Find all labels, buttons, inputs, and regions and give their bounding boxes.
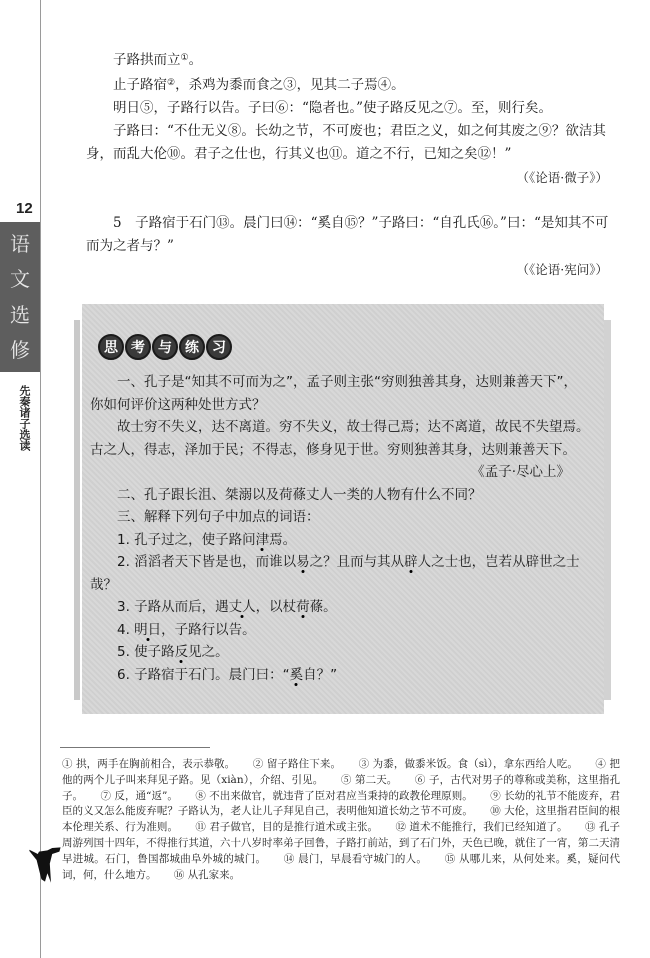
footnote: ⑥ 子，古代对男子的尊称或美称，这里指孔子。 <box>62 773 621 802</box>
footnote: ③ 为黍，做黍米饭。食（sì），拿东西给人吃。 <box>358 758 578 770</box>
box-shadow-right <box>604 320 611 700</box>
footnote: ⑦ 反，通“返”。 <box>100 789 178 802</box>
exercise-item: 1. 孔子过之，使子路问津焉。 <box>117 531 297 548</box>
series-char: 修 <box>10 338 30 363</box>
badge-char: 思 <box>98 334 124 360</box>
series-char: 语 <box>10 231 30 256</box>
footnote: ⑩ 大伦，这里指君臣间的根本伦理关系、行为准则。 <box>62 805 620 834</box>
passage-line: 止子路宿②，杀鸡为黍而食之③，见其二子焉④。 <box>113 77 405 93</box>
badge-char: 练 <box>179 334 205 360</box>
passage-line: 子路拱而立①。 <box>113 52 203 68</box>
footnote: ④ 把他的两个儿子叫来拜见子路。见（xiàn），介绍、引见。 <box>62 758 620 786</box>
footnote-rule <box>60 747 210 748</box>
footnotes <box>62 757 620 883</box>
footnote: ⑧ 不出来做官，就违背了臣对君应当秉持的政教伦理原则。 <box>195 789 473 802</box>
question-2: 二、孔子跟长沮、桀溺以及荷蓧丈人一类的人物有什么不同？ <box>117 486 482 503</box>
footnote: ⑮ 从哪儿来，从何处来。奚，疑问代词，何，什么地方。 <box>62 852 621 881</box>
exercise-title-badge <box>98 334 232 360</box>
exercise-item: 6. 子路宿于石门。晨门曰：“奚自？” <box>117 666 338 683</box>
unit-title: 先秦诸子选读 <box>18 385 31 451</box>
footnote: ⑨ 长幼的礼节不能废弃，君臣的义又怎么能废弃呢？子路认为，老人让儿子拜见自己，表明他知道长幼之节不可废。 <box>62 789 621 818</box>
passage-line: 明日⑤，子路行以告。子曰⑥：“隐者也。”使子路反见之⑦。至，则行矣。 <box>113 100 553 116</box>
footnote: ⑪ 君子做官，目的是推行道术或主张。 <box>195 821 379 834</box>
exercise-body <box>90 371 590 686</box>
badge-char: 与 <box>152 334 178 360</box>
footnote: ⑫ 道术不能推行，我们已经知道了。 <box>395 821 568 834</box>
footnote: ② 留子路住下来。 <box>252 758 342 770</box>
exercise-item: 3. 子路从而后，遇丈人，以杖荷蓧。 <box>117 599 337 615</box>
exercise-item: 5. 使子路反见之。 <box>117 644 229 660</box>
passage-line: 子路曰：“不仕无义⑧。长幼之节，不可废也；君臣之义，如之何其废之⑨？欲洁其身，而乱大伦⑩。君子之仕也，行其义也⑪。道之不行，已知之矣⑫！” <box>86 123 606 162</box>
series-char: 文 <box>10 267 30 292</box>
exercise-item: 4. 明日，子路行以告。 <box>117 621 256 638</box>
question-3: 三、解释下列句子中加点的词语： <box>117 509 320 525</box>
footnote: ⑬ 孔子周游列国十四年，不得推行其道，六十八岁时率弟子回鲁，子路打前站，到了石门外，天色已晚，就住了一宵，第二天清早进城。石门，鲁国都城曲阜外城的城门。 <box>62 821 620 865</box>
exercise-box <box>82 304 604 714</box>
question-1: 一、孔子是“知其不可而为之”，孟子则主张“穷则独善其身，达则兼善天下”，你如何评价这两种处世方式？ <box>90 374 577 413</box>
series-label-bar <box>0 222 40 372</box>
question-1-quote: 故士穷不失义，达不离道。穷不失义，故士得己焉；达不离道，故民不失望焉。古之人，得志，泽加于民；不得志，修身见于世。穷则独善其身，达则兼善天下。 <box>90 419 590 458</box>
passage-5 <box>86 212 616 281</box>
series-char: 选 <box>10 302 30 327</box>
passage-source: （《论语·微子》） <box>516 170 608 185</box>
footnote: ① 拱，两手在胸前相合，表示恭敬。 <box>62 758 236 770</box>
badge-char: 考 <box>125 334 151 360</box>
passage-text: 5 子路宿于石门⑬。晨门曰⑭：“奚自⑮？”子路曰：“自孔氏⑯。”曰：“是知其不可而为之者与？” <box>86 215 609 254</box>
passage-4 <box>86 47 616 189</box>
margin-rule <box>40 0 41 958</box>
passage-source: （《论语·宪问》） <box>516 262 608 277</box>
quote-source: 《孟子·尽心上》 <box>471 464 570 480</box>
footnote: ⑤ 第二天。 <box>340 773 398 786</box>
footnote: ⑯ 从孔家来。 <box>173 868 241 881</box>
box-shadow-left <box>74 320 80 700</box>
footnote: ⑭ 晨门，早晨看守城门的人。 <box>283 852 428 865</box>
badge-char: 习 <box>206 334 232 360</box>
page-number: 12 <box>16 200 33 217</box>
exercise-item: 2. 滔滔者天下皆是也，而谁以易之？且而与其从辟人之士也，岂若从辟世之士哉？ <box>90 554 580 593</box>
